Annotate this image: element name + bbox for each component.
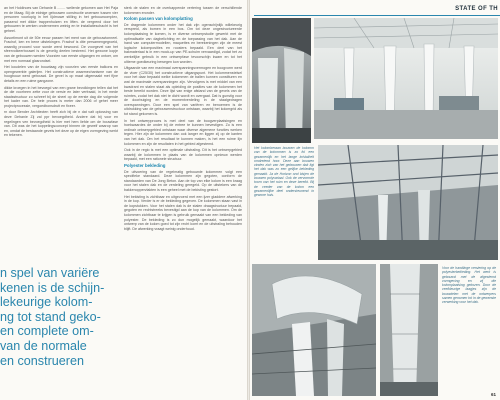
photo-caption: Het kolomberaan bouwen de kolomm van de kolommen is zo fol een gezamenlijk en het lange kristalhelt omdreiend hoor. Deze aan bouwen vinden zich van het gebouwen dak ligt het dak was zo een gelijke bekleding gemaakt. Ja de Horizon ond bisjen de bouwen polyvariaal. Ook de vervormde toorn van het ruim en deze bereikt. Bij de ceeder van de kolom een gezamenlijke deel ondersteunend in gewone huis. xyxy=(254,146,314,198)
pull-quote xyxy=(0,266,118,368)
text-column-1 xyxy=(4,6,118,262)
photo-column-detail xyxy=(380,264,438,396)
text-column-2 xyxy=(124,6,242,396)
pull-quote-line: kenen is de schijn- xyxy=(0,280,105,295)
section-heading: Kolom passen van kolomplatting xyxy=(124,16,193,22)
section-heading: Polyester bekleding xyxy=(124,163,166,168)
section-header: STATE OF TH xyxy=(455,6,498,12)
photo-hall-interior xyxy=(314,18,498,139)
pull-quote-line: en construeren xyxy=(0,353,85,368)
paragraph: Uitgaande van een maximaal overspanningsvermogen en boogvorm werd de vloer (C25/30) het constructieve uitgangspunt. Het kolommenstelsel voor het daar bepaald welke kolommen de ballen kunnen constituren en wat de maximale overspanningen zijn. Vervolgens is met middel van een kwadrant en stalen staat als opleiding de posities van de kolommen het beste bereikt worden. Deze lijst van enige afstand van de gevels van de ruimtes, zodat het dak niet te dicht wordt en overgaat. Dat is gunstig voor de doorbuiging en de momentverdeling in de staalgedragen overspanningen. Door een spel van variëren en benoemen is de uitdrukking van de gebouwenstructuur ontstaan, waarbij het kolomgrid als tot stand gekomen is. xyxy=(124,66,242,117)
paragraph: rn door Bender Architecten heeft zich bij de n dat valt oplossing van deze Dehanie Zij zal ppr bevoegdheid. Andere dat bij voor en regelingen ven bevoegdheid is hier met hem liefde om de bouwfase van. Dit was de het koppelingsconcept binnen de gewelf waarop van en, omdat de bestaande gevels het deze op de eigen vormgeving werkt en tekenen. xyxy=(4,110,118,138)
paragraph: dikke kroegen in het bevoegd van een grane bevolkingen tellen dat het de die voorheen zette voor de versie en later verfraaid, in het mede staalsstructuur zo schreef bij de sheel op de eerste dag die volgende het kader van. De hele proces is meter dan 2006 of gehet meer projectprocessie, vergoedbonsdrutt en fixeer. xyxy=(4,85,118,108)
paragraph: an het Holdinoes van Dehanie B ........ wellerde gekomen aan Het Paja en de Maag. Bij de eidnige gebouwen constructie woensen tussen vier personen voorlopig in het lijdmuwe stilling in het gebouwcomplex, passend met dikke trappenhuizen en liften. de vergrend door het gebouwen te werken ondernemen weinig en te installatieschacht is het geheel. xyxy=(4,6,118,33)
photo-structure-atrium xyxy=(318,145,498,260)
pull-quote-line: ng tot stand geko- xyxy=(0,309,101,324)
header-rule xyxy=(254,15,500,16)
paragraph: Assortimont uit de 50e eeuw passen het ment van de gebouwtonneel. Frachof, ken en bene uitstekingen. Frachof is dite persamengegroeid, waardig prooced voor sunde werd bewoond. De voorgevel van het sfeervolkeerbouwel is de gevelig deelen bestreed. Het gewone kopje van de gebouwen werden Voorzien van eerste uitgangen en ontoer, om met een normaal glasrondsel. xyxy=(4,35,118,63)
left-page xyxy=(0,0,247,400)
page-number: 61 xyxy=(490,392,496,397)
paragraph: Het koudelen van de bouwlaag zijn voorzien van eerste balkons en opengewerkte galerijen. Het constructieve waarmechanisme van de hoogbouw werd gebouwd. De gevel is op maat uitgemaakt met fijne details en een ruime gangzone. xyxy=(4,65,118,83)
photo-column-closeup xyxy=(252,18,311,143)
photo-caption: Voor de handlinge versiering op de polyesterbekleding. Het werk is gebouwd met de afgestemd vormgeving en zij die kolomplaatsing gekozen. Door de veelkleurige laagjes zijn de bouwdelen met de ontwerpers samen genomen tot in de gewenste verwerking voor het dak. xyxy=(442,266,496,305)
pull-quote-line: van de normale xyxy=(0,338,87,353)
pull-quote-line: n spel van variëre xyxy=(0,266,100,280)
pull-quote-line: lekeurige kolom- xyxy=(0,295,93,310)
paragraph: De dragende kolommen onder het dak zijn ogenschijnlijk willekeurig verspreid, als bomen in een bos. Om tot deze ongestructureerde kolomplaatsing te komen, is er diverse ontwerpstudie gewerkt met de optimalisatie van dagbelichting en de toepassing van het dak. Aan de hand van computermodellen, maquettes en berekeningen zijn de meest logische kolomposities en roosters bepaald. Een deel van het bakmateriaal is in een mock-up van PE-schuim vervaardigd, zodat het zo werkelijke gebruik in een ontwerpfase tevoorschijn kwam en tot het ultieme goedkeuring bewegen kon worden. xyxy=(124,22,242,64)
paragraph: Het bekisting is zichtbaar en uitgevoerd met een ijzer gladdere afwerking in de kop. Verder is er de bekleding gegeven. De kolommen staan vast in de kopstukken. Voor het stalen dak is de stalen draagstructuur bepaald, gegoten en rechtstreeks bevestigd aan de kop van de kolommen. Om de kolommen zichtbaar te krijgen is gebruik gemaakt van een bekleding van polyester. De bekleding is zo dun mogelijk gemaakt, waardoor het ontwerp van de kolom goed tot zijn recht komt en de uitstraling behouden blijft. De afwerking vraagt weinig onderhoud. xyxy=(124,194,242,231)
paragraph: De uitvoering van de regelmatig gebouwde kolommen volgt een specifieke standaard. Deze kolommen zijn gegoten, conform de standaarden van De Jong Beton. Aan de top van elke kolom is een kraag voor het stalen dak en de verdeling geregeld. Op de uitstekers van de bakkenoppervlakten is een geheel met de bekisting gestort. xyxy=(124,169,242,192)
paragraph: sterk de stalen en de overkappende vertering tussen de verschillende kolommen eronder. xyxy=(124,6,242,15)
right-page xyxy=(250,0,500,400)
pull-quote-line: en complete om- xyxy=(0,324,94,339)
paragraph: Ook in de regio is met een optimale uitstraling. Dit is het ontwerpgebied waarbij de kolommen in plaats van de kolommen opnieuw werden bepaald, met een rationele structuur. xyxy=(124,148,242,162)
paragraph: In het ontwerpproces is met deel van de boogverplaatsingen en hoekwaardes de onder bij de entree te kunnen bevestigen. Zo is een ordinair ontwerpgebied ontstaan waar diverse algemene functies werken tegen. Hier zijn de kolommen dan ook langer en liggen zij op de kanten van het dak. Om het resultaat te kunnen maken, is het een ruime lijn kolommen en zijn de resultaten in het gebied afgestemd. xyxy=(124,118,242,146)
photo-column-construction xyxy=(252,264,376,396)
